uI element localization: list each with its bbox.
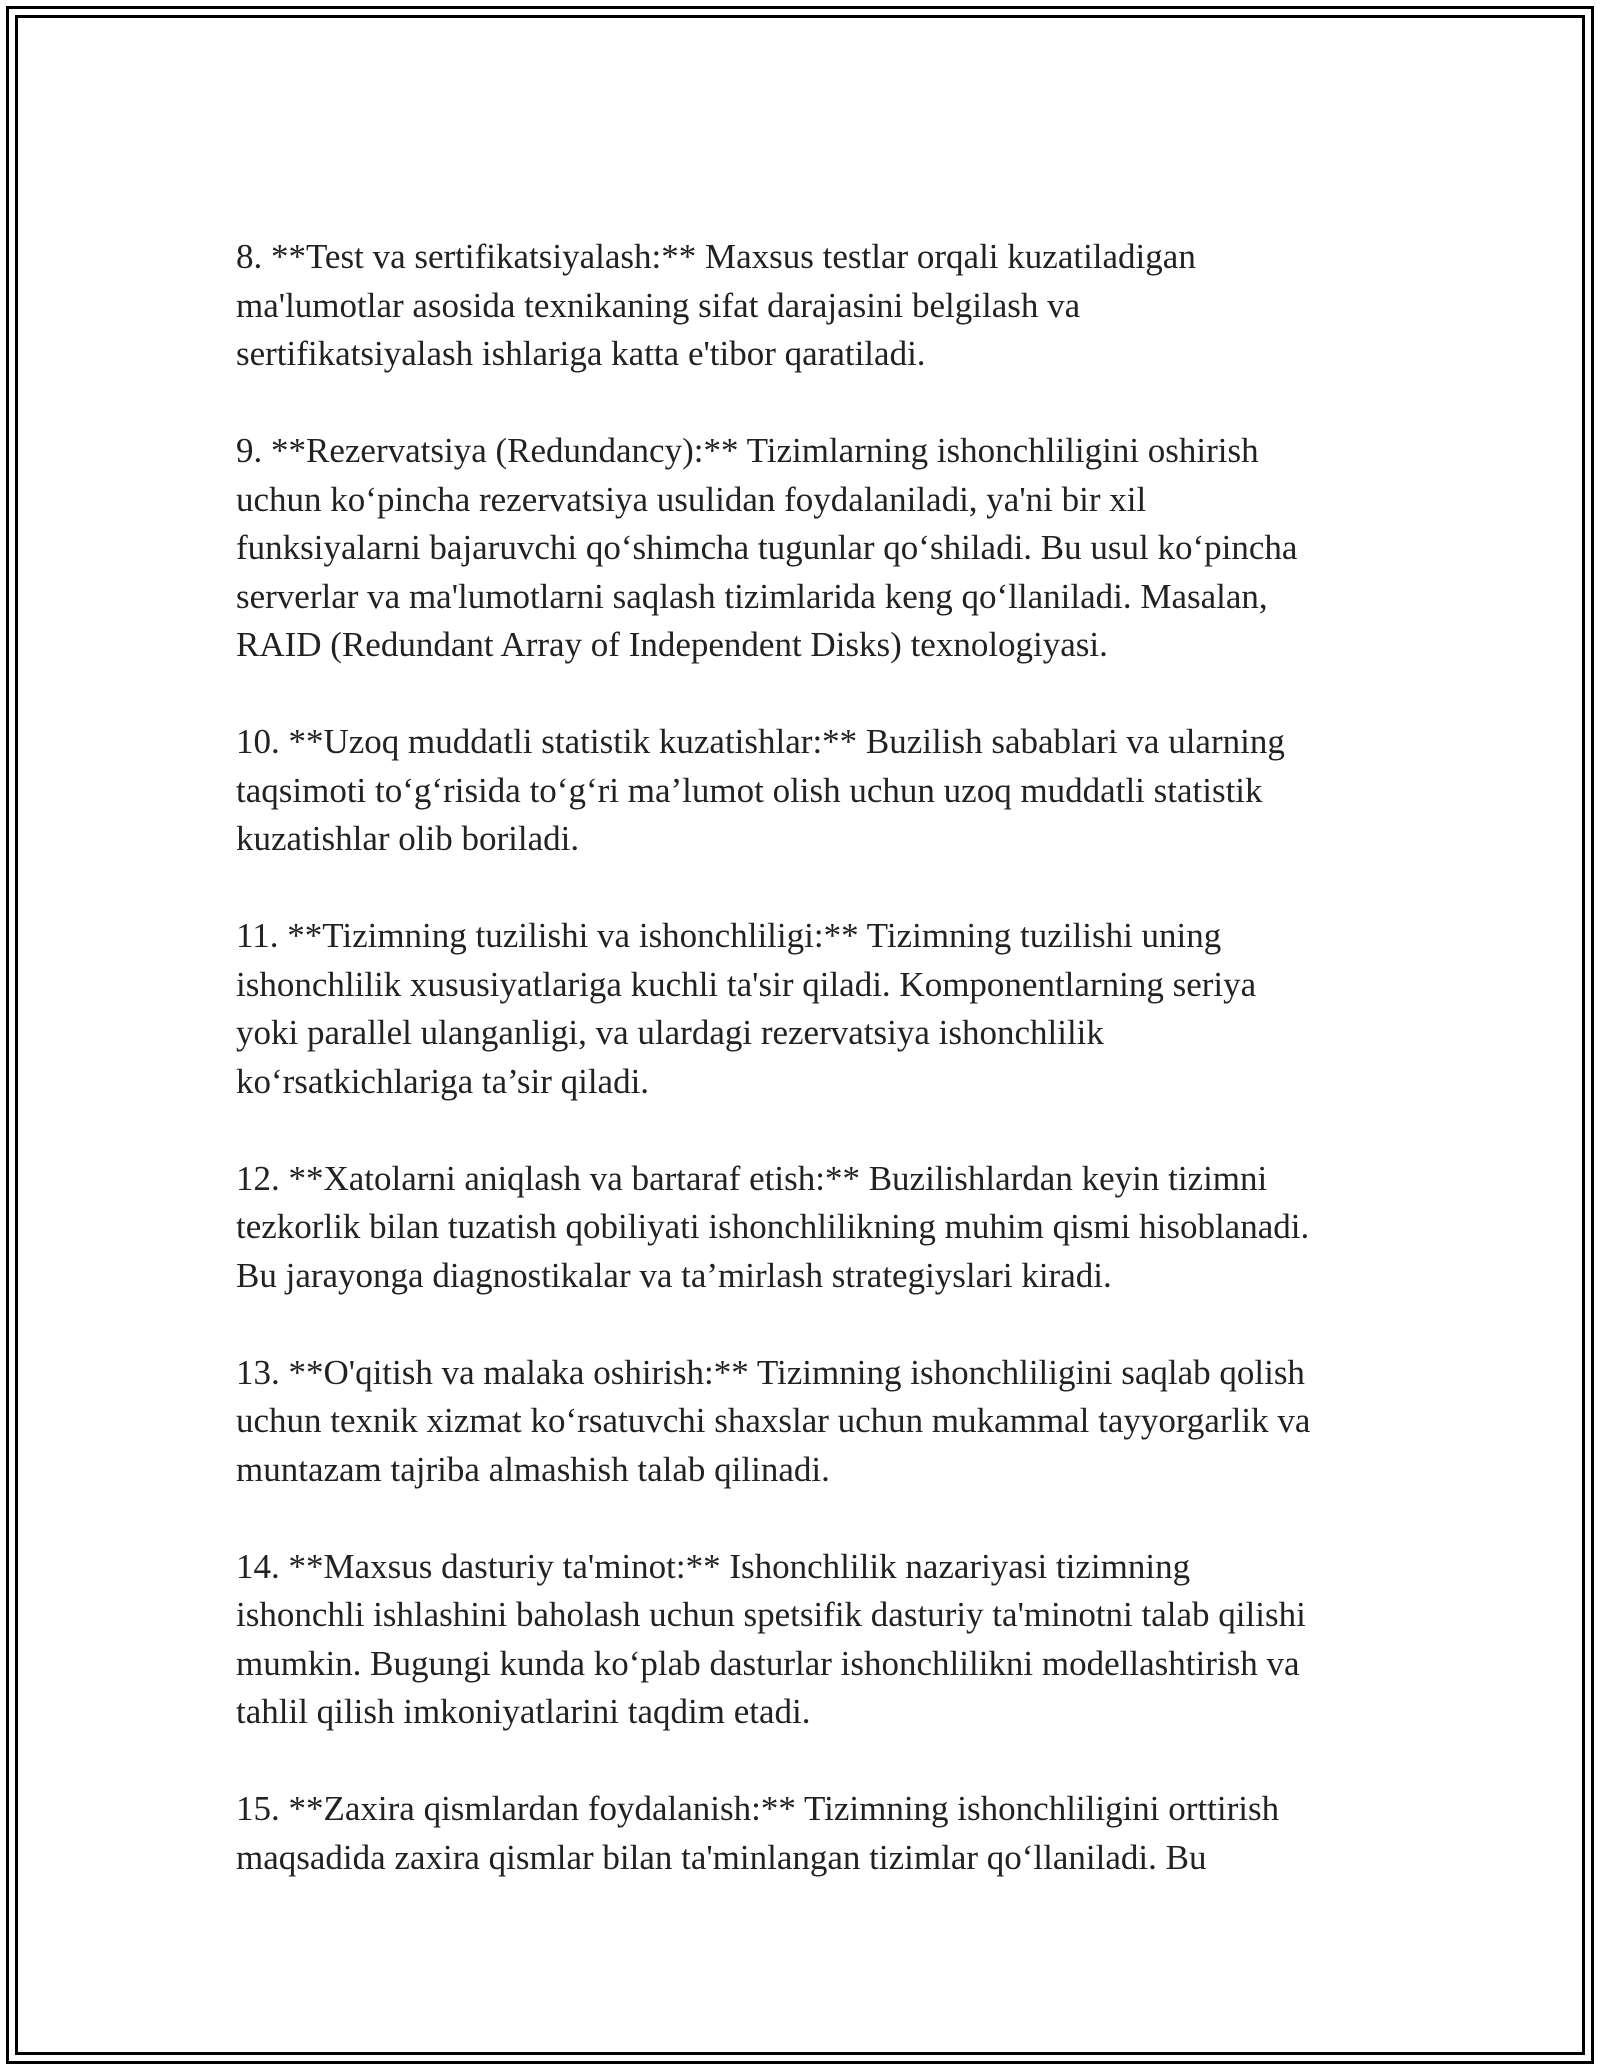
paragraph-item-10: 10. **Uzoq muddatli statistik kuzatishlar:** Buzilish sabablari va ularning taqsimoti to‘g‘risida to‘g‘ri ma’lumot olish uchun uzoq muddatli statistik kuzatishlar olib boriladi. — [236, 722, 1285, 858]
paragraph-item-13: 13. **O'qitish va malaka oshirish:** Tizimning ishonchliligini saqlab qolish uchun texnik xizmat ko‘rsatuvchi shaxslar uchun mukammal tayyorgarlik va muntazam tajriba almashish talab qilinadi. — [236, 1352, 1311, 1489]
paragraph-item-12: 12. **Xatolarni aniqlash va bartaraf etish:** Buzilishlardan keyin tizimni tezkorlik bilan tuzatish qobiliyati ishonchlilikning muhim qismi hisoblanadi. Bu jarayonga diagnostikalar va ta’mirlash strategiyslari kiradi. — [236, 1158, 1310, 1295]
paragraph-item-9: 9. **Rezervatsiya (Redundancy):** Tizimlarning ishonchliligini oshirish uchun ko‘pincha rezervatsiya usulidan foydalaniladi, ya'ni bir xil funksiyalarni bajaruvchi qo‘shimcha tugunlar qo‘shiladi. Bu usul ko‘pincha serverlar va ma'lumotlarni saqlash tizimlarida keng qo‘llaniladi. Masalan, RAID (Redundant Array of Independent Disks) texnologiyasi. — [236, 431, 1298, 664]
document-body — [236, 233, 1386, 1931]
paragraph-item-14: 14. **Maxsus dasturiy ta'minot:** Ishonchlilik nazariyasi tizimning ishonchli ishlashini baholash uchun spetsifik dasturiy ta'minotni talab qilishi mumkin. Bugungi kunda ko‘plab dasturlar ishonchlilikni modellashtirish va tahlil qilish imkoniyatlarini taqdim etadi. — [236, 1546, 1306, 1731]
paragraph-item-15: 15. **Zaxira qismlardan foydalanish:** Tizimning ishonchliligini orttirish maqsadida zaxira qismlar bilan ta'minlangan tizimlar qo‘llaniladi. Bu — [236, 1789, 1280, 1877]
paragraph-item-8: 8. **Test va sertifikatsiyalash:** Maxsus testlar orqali kuzatiladigan ma'lumotlar asosida texnikaning sifat darajasini belgilash va sertifikatsiyalash ishlariga katta e'tibor qaratiladi. — [236, 237, 1196, 373]
paragraph-item-11: 11. **Tizimning tuzilishi va ishonchliligi:** Tizimning tuzilishi uning ishonchlilik xususiyatlariga kuchli ta'sir qiladi. Komponentlarning seriya yoki parallel ulanganligi, va ulardagi rezervatsiya ishonchlilik ko‘rsatkichlariga ta’sir qiladi. — [236, 916, 1257, 1101]
